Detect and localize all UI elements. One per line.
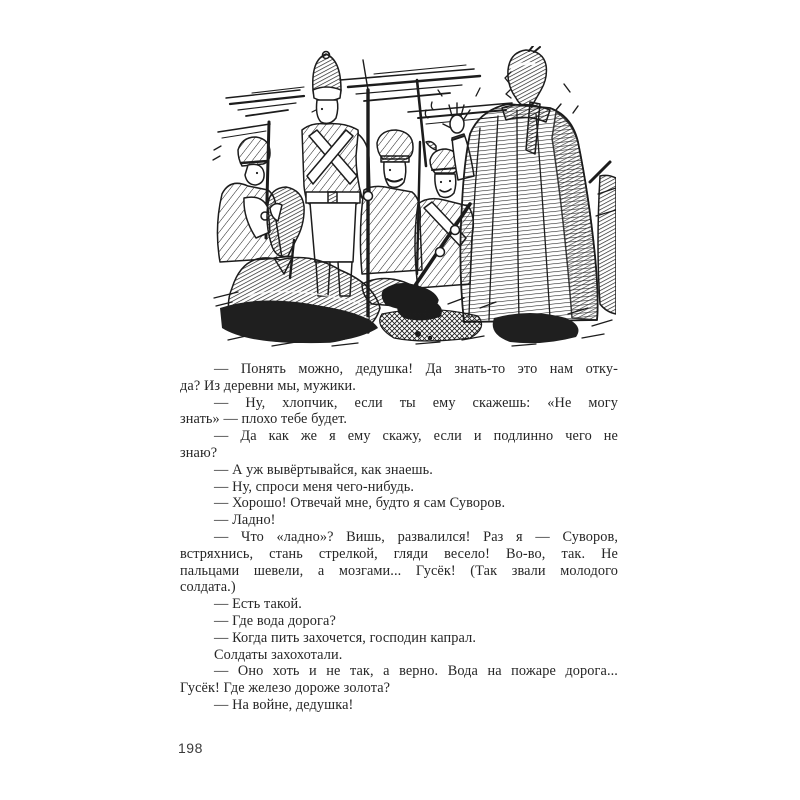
text-line: да? Из деревни мы, мужики.: [180, 377, 356, 394]
text-line: — Когда пить захочется, господин капрал.: [214, 629, 476, 646]
text-line: — Понять можно, дедушка! Да знать-то это нам отку-: [214, 361, 618, 377]
text-line: — Ладно!: [214, 512, 276, 529]
text-line: — Ну, хлопчик, если ты ему скажешь: «Не могу: [214, 394, 618, 411]
book-illustration: [212, 46, 616, 348]
text-line: — Что «ладно»? Вишь, развалился! Раз я — Суворов,: [214, 528, 618, 545]
text-line: пальцами шевели, а мозгами... Гусёк! (Так звали молодого: [180, 562, 618, 579]
text-line: знать» — плохо тебе будет.: [180, 411, 348, 428]
text-line: — Где вода дорога?: [214, 612, 336, 629]
suvorov-figure: [460, 46, 597, 338]
text-line: — А уж вывёртывайся, как знаешь.: [214, 461, 433, 478]
text-line: — Да как же я ему скажу, если и подлинно чего не: [214, 428, 618, 445]
text-line: знаю?: [180, 444, 218, 461]
text-line: — Хорошо! Отвечай мне, будто я сам Суворов.: [214, 495, 506, 512]
text-line: — Есть такой.: [214, 596, 302, 613]
text-line: — На войне, дедушка!: [214, 696, 354, 713]
text-line: встряхнись, стань стрелкой, гляди весело! Во-во, так. Не: [180, 545, 618, 562]
text-line: — Оно хоть и не так, а верно. Вода на пожаре дорога...: [214, 663, 618, 680]
text-line: — Ну, спроси меня чего-нибудь.: [214, 478, 415, 495]
text-line: солдата.): [180, 579, 236, 596]
text-line: Гусёк! Где железо дороже золота?: [180, 680, 391, 697]
story-text: [180, 361, 618, 714]
page-number: 198: [178, 740, 203, 756]
text-line: Солдаты захохотали.: [214, 646, 343, 663]
